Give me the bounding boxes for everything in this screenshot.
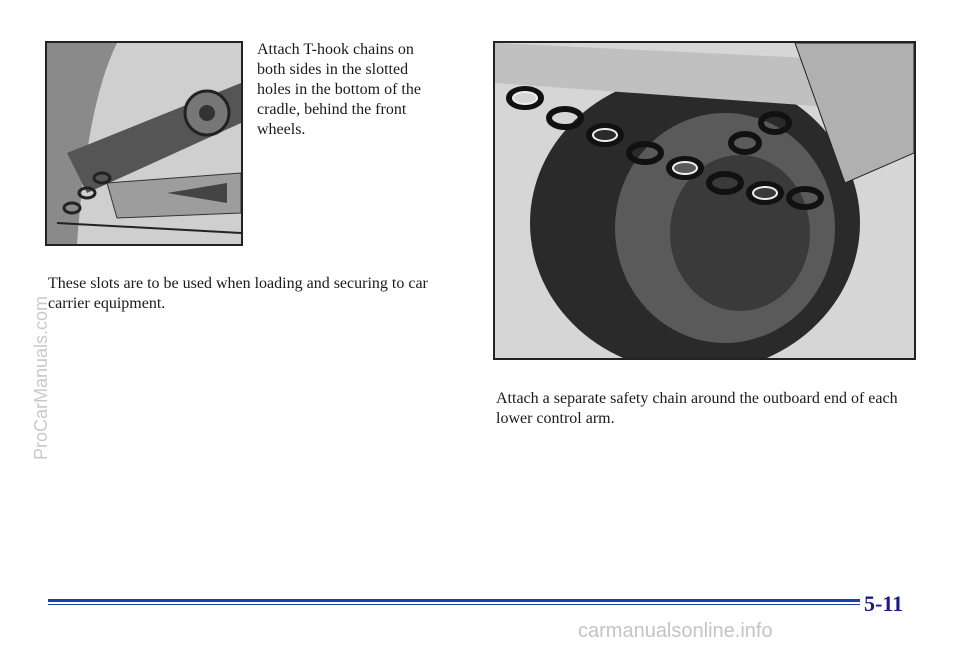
page-number: 5-11: [864, 591, 904, 616]
side-watermark-text: ProCarManuals.com: [31, 295, 51, 460]
safety-chain-instruction: Attach a separate safety chain around the outboard end of each lower control arm.: [496, 390, 898, 427]
t-hook-chain-illustration: [45, 41, 243, 246]
side-watermark: [0, 180, 51, 460]
safety-chain-illustration: [493, 41, 916, 360]
slots-note: These slots are to be used when loading and securing to car carrier equipment.: [48, 275, 428, 312]
footer-rule: [48, 599, 860, 602]
footer-rule-thin: [48, 604, 860, 605]
t-hook-instruction: Attach T-hook chains on both sides in the slotted holes in the bottom of the cradle, behind the front wheels.: [257, 41, 421, 138]
bottom-watermark: carmanualsonline.info: [578, 620, 773, 642]
